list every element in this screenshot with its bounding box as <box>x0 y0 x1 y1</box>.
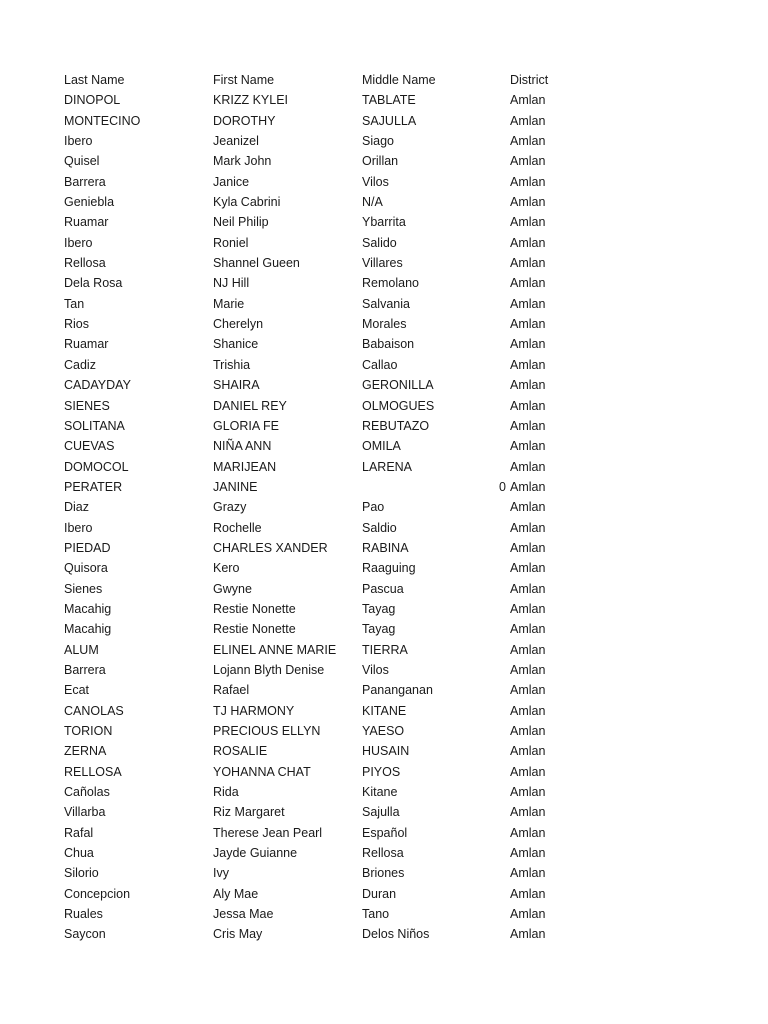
header-first-name: First Name <box>213 73 275 87</box>
middle-name-cell: RABINA <box>362 540 409 555</box>
table-row <box>0 680 768 700</box>
table-row <box>0 334 768 354</box>
first-name-cell: KRIZZ KYLEI <box>213 93 289 108</box>
last-name-cell: Silorio <box>64 866 99 881</box>
first-name-cell: Kero <box>213 561 240 576</box>
middle-name-cell: Orillan <box>362 154 399 169</box>
district-cell: Amlan <box>510 662 546 677</box>
table-row <box>0 416 768 436</box>
middle-name-cell: Pao <box>362 500 385 515</box>
district-cell: Amlan <box>510 601 546 616</box>
district-cell: Amlan <box>510 866 546 881</box>
table-row <box>0 375 768 395</box>
last-name-cell: ALUM <box>64 642 99 657</box>
district-cell: Amlan <box>510 805 546 820</box>
table-row <box>0 294 768 314</box>
district-cell: Amlan <box>510 907 546 922</box>
first-name-cell: Rafael <box>213 683 250 698</box>
table-row <box>0 660 768 680</box>
table-row <box>0 497 768 517</box>
last-name-cell: Macahig <box>64 601 112 616</box>
table-row <box>0 253 768 273</box>
last-name-cell: Ibero <box>64 235 93 250</box>
last-name-cell: CUEVAS <box>64 439 115 454</box>
middle-name-cell: Tayag <box>362 601 396 616</box>
middle-name-cell: GERONILLA <box>362 378 434 393</box>
last-name-cell: Ecat <box>64 683 90 698</box>
table-row <box>0 782 768 802</box>
district-cell: Amlan <box>510 764 546 779</box>
first-name-cell: Riz Margaret <box>213 805 285 820</box>
district-cell: Amlan <box>510 520 546 535</box>
middle-name-cell: Pascua <box>362 581 404 596</box>
middle-name-cell: OLMOGUES <box>362 398 435 413</box>
district-cell: Amlan <box>510 296 546 311</box>
middle-name-cell: SAJULLA <box>362 113 417 128</box>
middle-name-cell: KITANE <box>362 703 407 718</box>
last-name-cell: Concepcion <box>64 886 131 901</box>
first-name-cell: Jayde Guianne <box>213 846 298 861</box>
district-cell: Amlan <box>510 846 546 861</box>
first-name-cell: DOROTHY <box>213 113 276 128</box>
district-cell: Amlan <box>510 215 546 230</box>
last-name-cell: Villarba <box>64 805 106 820</box>
middle-name-cell: LARENA <box>362 459 413 474</box>
district-cell: Amlan <box>510 825 546 840</box>
table-row <box>0 863 768 883</box>
header-middle-name: Middle Name <box>362 73 436 87</box>
table-row <box>0 273 768 293</box>
first-name-cell: Cris May <box>213 927 263 942</box>
first-name-cell: Jessa Mae <box>213 907 274 922</box>
table-row <box>0 172 768 192</box>
district-cell: Amlan <box>510 703 546 718</box>
middle-name-cell: PIYOS <box>362 764 401 779</box>
middle-name-cell: Salido <box>362 235 397 250</box>
first-name-cell: Aly Mae <box>213 886 259 901</box>
district-cell: Amlan <box>510 785 546 800</box>
middle-name-cell: Vilos <box>362 174 389 189</box>
middle-name-cell: TABLATE <box>362 93 416 108</box>
middle-name-cell: Salvania <box>362 296 410 311</box>
middle-name-cell: Rellosa <box>362 846 404 861</box>
district-cell: Amlan <box>510 479 546 494</box>
district-cell: Amlan <box>510 154 546 169</box>
district-cell: Amlan <box>510 317 546 332</box>
district-cell: Amlan <box>510 927 546 942</box>
middle-name-cell: Kitane <box>362 785 398 800</box>
middle-name-cell: Tayag <box>362 622 396 637</box>
last-name-cell: CADAYDAY <box>64 378 131 393</box>
last-name-cell: Diaz <box>64 500 90 515</box>
last-name-cell: Ibero <box>64 134 93 149</box>
middle-name-cell: Raaguing <box>362 561 416 576</box>
first-name-cell: NJ Hill <box>213 276 250 291</box>
district-cell: Amlan <box>510 540 546 555</box>
last-name-cell: Macahig <box>64 622 112 637</box>
district-cell: Amlan <box>510 724 546 738</box>
table-row <box>0 233 768 253</box>
table-row <box>0 701 768 721</box>
header-row <box>0 70 768 90</box>
first-name-cell: Jeanizel <box>213 134 259 149</box>
first-name-cell: TJ HARMONY <box>213 703 295 718</box>
first-name-cell: Rochelle <box>213 520 262 535</box>
table-row <box>0 721 768 741</box>
first-name-cell: Therese Jean Pearl <box>213 825 323 840</box>
first-name-cell: SHAIRA <box>213 378 260 393</box>
last-name-cell: Chua <box>64 846 94 861</box>
district-cell: Amlan <box>510 622 546 637</box>
last-name-cell: MONTECINO <box>64 113 141 128</box>
last-name-cell: Quisel <box>64 154 100 169</box>
first-name-cell: Cherelyn <box>213 317 264 332</box>
last-name-cell: ZERNA <box>64 744 107 759</box>
first-name-cell: Gwyne <box>213 581 252 596</box>
table-row <box>0 599 768 619</box>
first-name-cell: Shanice <box>213 337 259 352</box>
district-cell: Amlan <box>510 561 546 576</box>
first-name-cell: NIÑA ANN <box>213 439 272 454</box>
last-name-cell: TORION <box>64 724 113 738</box>
first-name-cell: Ivy <box>213 866 229 881</box>
header-last-name: Last Name <box>64 73 125 87</box>
district-cell: Amlan <box>510 195 546 210</box>
district-cell: Amlan <box>510 378 546 393</box>
last-name-cell: Barrera <box>64 662 106 677</box>
last-name-cell: Tan <box>64 296 85 311</box>
district-cell: Amlan <box>510 418 546 433</box>
first-name-cell: YOHANNA CHAT <box>213 764 311 779</box>
middle-name-cell: Remolano <box>362 276 419 291</box>
district-cell: Amlan <box>510 256 546 271</box>
first-name-cell: Trishia <box>213 357 251 372</box>
district-cell: Amlan <box>510 174 546 189</box>
table-row <box>0 538 768 558</box>
last-name-cell: PIEDAD <box>64 540 111 555</box>
district-cell: Amlan <box>510 337 546 352</box>
first-name-cell: Grazy <box>213 500 247 515</box>
last-name-cell: Cañolas <box>64 785 110 800</box>
first-name-cell: Kyla Cabrini <box>213 195 281 210</box>
middle-name-cell: Siago <box>362 134 394 149</box>
district-cell: Amlan <box>510 744 546 759</box>
first-name-cell: MARIJEAN <box>213 459 277 474</box>
district-cell: Amlan <box>510 357 546 372</box>
table-row <box>0 802 768 822</box>
middle-name-cell: TIERRA <box>362 642 408 657</box>
middle-name-cell: Villares <box>362 256 403 271</box>
district-cell: Amlan <box>510 235 546 250</box>
last-name-cell: Saycon <box>64 927 106 942</box>
table-row <box>0 904 768 924</box>
first-name-cell: Marie <box>213 296 245 311</box>
table-row <box>0 111 768 131</box>
district-cell: Amlan <box>510 683 546 698</box>
table-row <box>0 843 768 863</box>
district-cell: Amlan <box>510 134 546 149</box>
first-name-cell: Janice <box>213 174 250 189</box>
first-name-cell: PRECIOUS ELLYN <box>213 724 321 738</box>
table-row <box>0 924 768 944</box>
last-name-cell: PERATER <box>64 479 123 494</box>
last-name-cell: Ruales <box>64 907 103 922</box>
middle-name-cell: Delos Niños <box>362 927 430 942</box>
district-cell: Amlan <box>510 459 546 474</box>
first-name-cell: ROSALIE <box>213 744 268 759</box>
table-row <box>0 131 768 151</box>
last-name-cell: Sienes <box>64 581 103 596</box>
last-name-cell: Rios <box>64 317 90 332</box>
district-cell: Amlan <box>510 581 546 596</box>
table-body <box>0 90 768 944</box>
table-row <box>0 477 768 497</box>
table-row <box>0 741 768 761</box>
table-row <box>0 619 768 639</box>
table-row <box>0 212 768 232</box>
last-name-cell: Rellosa <box>64 256 106 271</box>
middle-name-cell: Vilos <box>362 662 389 677</box>
number-cell: 0 <box>499 479 506 494</box>
last-name-cell: DOMOCOL <box>64 459 129 474</box>
last-name-cell: SIENES <box>64 398 110 413</box>
district-cell: Amlan <box>510 113 546 128</box>
table-row <box>0 396 768 416</box>
table-row <box>0 314 768 334</box>
middle-name-cell: REBUTAZO <box>362 418 430 433</box>
district-cell: Amlan <box>510 500 546 515</box>
first-name-cell: DANIEL REY <box>213 398 287 413</box>
district-cell: Amlan <box>510 398 546 413</box>
middle-name-cell: YAESO <box>362 724 405 738</box>
district-cell: Amlan <box>510 93 546 108</box>
middle-name-cell: Pananganan <box>362 683 433 698</box>
last-name-cell: Cadiz <box>64 357 96 372</box>
middle-name-cell: HUSAIN <box>362 744 410 759</box>
table-row <box>0 151 768 171</box>
district-cell: Amlan <box>510 276 546 291</box>
last-name-cell: Ruamar <box>64 215 109 230</box>
district-cell: Amlan <box>510 886 546 901</box>
table-row <box>0 579 768 599</box>
middle-name-cell: Saldio <box>362 520 397 535</box>
last-name-cell: Quisora <box>64 561 108 576</box>
table-row <box>0 457 768 477</box>
first-name-cell: Restie Nonette <box>213 622 296 637</box>
last-name-cell: Rafal <box>64 825 94 840</box>
last-name-cell: Ruamar <box>64 337 109 352</box>
first-name-cell: Mark John <box>213 154 272 169</box>
first-name-cell: GLORIA FE <box>213 418 279 433</box>
first-name-cell: CHARLES XANDER <box>213 540 328 555</box>
middle-name-cell: OMILA <box>362 439 401 454</box>
first-name-cell: Neil Philip <box>213 215 269 230</box>
table-row <box>0 90 768 110</box>
middle-name-cell: Briones <box>362 866 405 881</box>
first-name-cell: Shannel Gueen <box>213 256 300 271</box>
table-row <box>0 762 768 782</box>
table-row <box>0 192 768 212</box>
table-row <box>0 558 768 578</box>
first-name-cell: JANINE <box>213 479 258 494</box>
table-row <box>0 518 768 538</box>
district-cell: Amlan <box>510 642 546 657</box>
table-row <box>0 355 768 375</box>
first-name-cell: ELINEL ANNE MARIE <box>213 642 337 657</box>
middle-name-cell: Callao <box>362 357 398 372</box>
middle-name-cell: Tano <box>362 907 390 922</box>
table-row <box>0 884 768 904</box>
table-row <box>0 823 768 843</box>
last-name-cell: Geniebla <box>64 195 115 210</box>
middle-name-cell: N/A <box>362 195 383 210</box>
first-name-cell: Rida <box>213 785 239 800</box>
middle-name-cell: Español <box>362 825 408 840</box>
middle-name-cell: Ybarrita <box>362 215 406 230</box>
last-name-cell: Ibero <box>64 520 93 535</box>
middle-name-cell: Sajulla <box>362 805 400 820</box>
middle-name-cell: Babaison <box>362 337 415 352</box>
district-cell: Amlan <box>510 439 546 454</box>
last-name-cell: DINOPOL <box>64 93 121 108</box>
table-row <box>0 640 768 660</box>
table-row <box>0 436 768 456</box>
header-district: District <box>510 73 549 87</box>
spreadsheet-table <box>0 70 768 945</box>
last-name-cell: Barrera <box>64 174 106 189</box>
first-name-cell: Roniel <box>213 235 249 250</box>
last-name-cell: SOLITANA <box>64 418 125 433</box>
middle-name-cell: Duran <box>362 886 397 901</box>
last-name-cell: RELLOSA <box>64 764 122 779</box>
middle-name-cell: Morales <box>362 317 407 332</box>
last-name-cell: CANOLAS <box>64 703 124 718</box>
first-name-cell: Restie Nonette <box>213 601 296 616</box>
first-name-cell: Lojann Blyth Denise <box>213 662 325 677</box>
last-name-cell: Dela Rosa <box>64 276 123 291</box>
